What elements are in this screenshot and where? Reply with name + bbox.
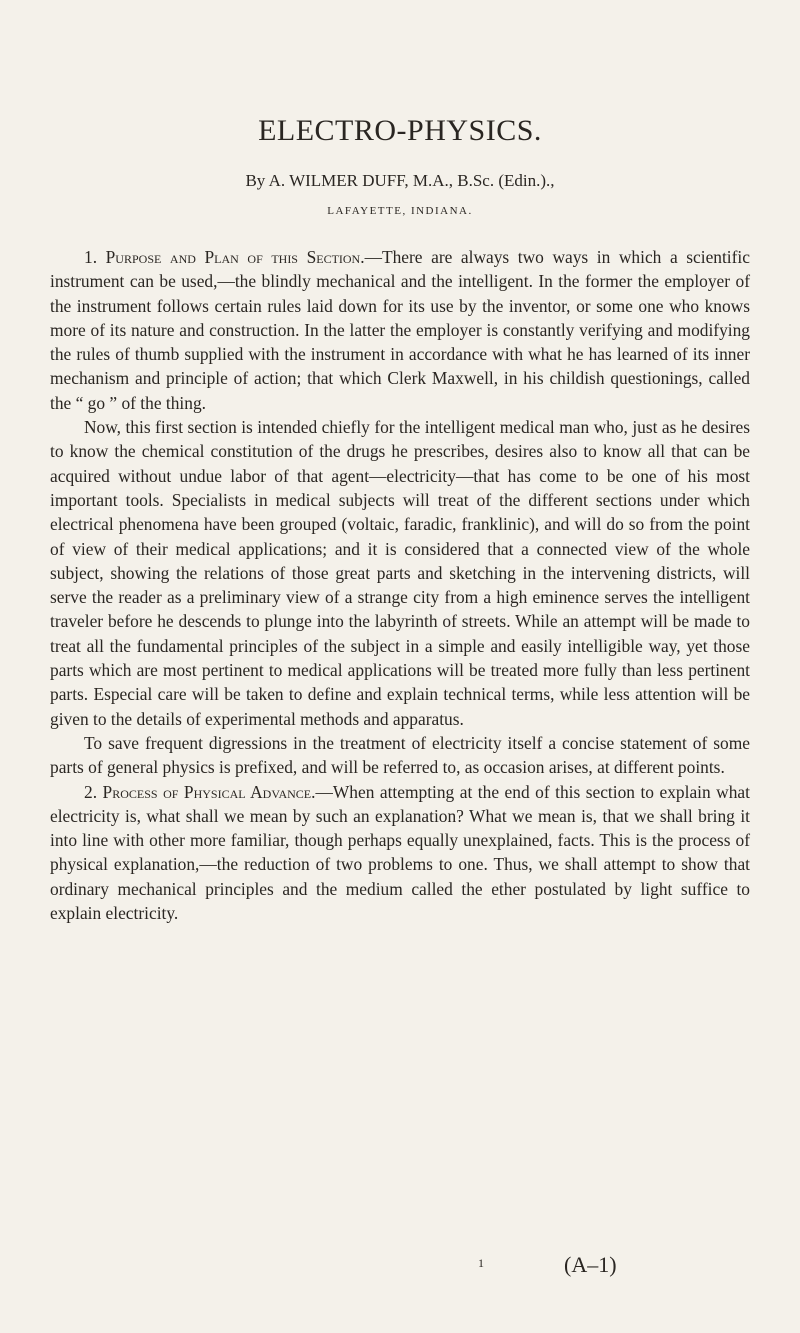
- section-number: 1.: [84, 247, 98, 267]
- section-heading: Purpose and Plan of this Section.: [105, 247, 365, 267]
- paragraph: To save frequent digressions in the treatment of electricity itself a concise statement of some parts of general physics is prefixed, and will be referred to, as occasion arises, at different points.: [50, 732, 750, 778]
- section-number: 2.: [84, 781, 98, 802]
- signature-mark: (A–1): [564, 1252, 617, 1277]
- page-number: 1: [478, 1256, 484, 1270]
- page-footer: [0, 1252, 800, 1282]
- paragraph: 1. Purpose and Plan of this Section.—There are always two ways in which a scientific instrument can be used,—the blindly mechanical and the intelligent. In the former the employer of the instrument follows certain rules laid down for its use by the inventor, or some one who knows more of its nature and construction. In the latter the employer is constantly verifying and modifying the rules of thumb supplied with the instrument in accordance with what he has learned of its inner mechanism and principle of action; that which Clerk Maxwell, in his childish questionings, called the “ go ” of the thing.: [50, 247, 750, 413]
- article-body: [50, 245, 750, 925]
- section-heading: Process of Physical Advance.: [102, 781, 316, 802]
- author-byline: By A. WILMER DUFF, M.A., B.Sc. (Edin.).,: [245, 171, 555, 190]
- paragraph: Now, this first section is intended chiefly for the intelligent medical man who, just as he desires to know the chemical constitution of the drugs he prescribes, desires also to know all that can be acquired without undue labor of that agent—electricity—that has come to be one of his most important tools. Specialists in medical subjects will treat of the different sections under which electrical phenomena have been grouped (voltaic, faradic, franklinic), and will do so from the point of view of their medical applications; and it is considered that a connected view of the whole subject, showing the relations of those great parts and sketching in the intervening districts, will serve the reader as a preliminary view of a strange city from a high eminence serves the intelligent traveler before he descends to plunge into the labyrinth of streets. While an attempt will be made to treat all the fundamental principles of the subject in a simple and easily intelligible way, yet those parts which are most pertinent to medical applications will be treated more fully than less pertinent parts. Especial care will be taken to define and explain technical terms, while less attention will be given to the details of experimental methods and apparatus.: [50, 417, 750, 729]
- article-title: ELECTRO-PHYSICS.: [258, 114, 542, 147]
- author-location: LAFAYETTE, INDIANA.: [327, 205, 473, 217]
- paragraph: 2. Process of Physical Advance.—When attempting at the end of this section to explain what electricity is, what shall we mean by such an explanation? What we mean is, that we shall bring it into line with other more familiar, though perhaps equally unexplained, facts. This is the process of physical explanation,—the reduction of two problems to one. Thus, we shall attempt to show that ordinary mechanical principles and the medium called the ether postulated by light suffice to explain electricity.: [50, 781, 750, 924]
